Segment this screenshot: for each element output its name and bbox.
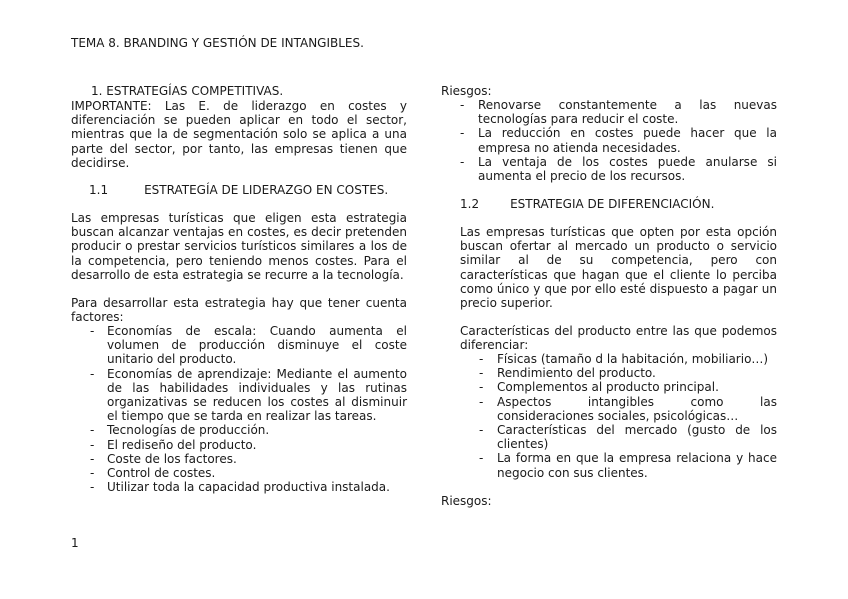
subsection-number: 1.2: [460, 197, 480, 211]
subsection-heading-1-1: [89, 183, 388, 197]
list-item: - Control de costes.: [71, 466, 407, 480]
list-item: - Utilizar toda la capacidad productiva instalada.: [71, 480, 407, 494]
list-item: - La forma en que la empresa relaciona y hace negocio con sus clientes.: [460, 451, 777, 479]
section-title: ESTRATEGÍAS COMPETITIVAS.: [106, 84, 284, 98]
factors-list: [71, 324, 407, 494]
risks-label: Riesgos:: [441, 84, 492, 98]
list-item: - Economías de aprendizaje: Mediante el aumento de las habilidades individuales y las rutinas organizativas se reducen los costes al disminuir el tiempo que se tarda en realizar las tareas.: [71, 367, 407, 424]
list-item: - Renovarse constantemente a las nuevas tecnologías para reducir el coste.: [441, 98, 777, 126]
list-item: - Economías de escala: Cuando aumenta el volumen de producción disminuye el coste unitario del producto.: [71, 324, 407, 367]
section-heading-1: [91, 84, 283, 98]
list-item: - La reducción en costes puede hacer que la empresa no atienda necesidades.: [441, 126, 777, 154]
factors-intro: Para desarrollar esta estrategia hay que tener cuenta factores:: [71, 296, 407, 325]
list-item: - Físicas (tamaño d la habitación, mobiliario…): [460, 352, 777, 366]
page-number: 1: [71, 536, 79, 550]
section-number: 1.: [91, 84, 103, 98]
list-item: - Tecnologías de producción.: [71, 423, 407, 437]
page-title: TEMA 8. BRANDING Y GESTIÓN DE INTANGIBLES.: [71, 36, 364, 50]
risks-list: [441, 98, 777, 183]
list-item: - Complementos al producto principal.: [460, 380, 777, 394]
risks-label-2: Riesgos:: [441, 494, 492, 508]
subsection-title: ESTRATEGIA DE DIFERENCIACIÓN.: [510, 197, 715, 211]
important-note: IMPORTANTE: Las E. de liderazgo en costes y diferenciación se pueden aplicar en todo el sector, mientras que la de segmentación solo se aplica a una parte del sector, por tanto, las empresas tienen que decidirse.: [71, 99, 407, 170]
differentiation-paragraph: Las empresas turísticas que opten por esta opción buscan ofertar al mercado un producto o servicio similar al de su competencia, pero con características que hagan que el cliente lo perciba como único y que por ello esté dispuesto a pagar un precio superior.: [460, 225, 777, 311]
features-list: [460, 352, 777, 480]
list-item: - Características del mercado (gusto de los clientes): [460, 423, 777, 451]
list-item: - Aspectos intangibles como las consideraciones sociales, psicológicas…: [460, 395, 777, 423]
cost-leadership-paragraph: Las empresas turísticas que eligen esta estrategia buscan alcanzar ventajas en costes, es decir pretenden producir o prestar servicios turísticos similares a los de la competencia, pero teniendo menos costes. Para el desarrollo de esta estrategia se recurre a la tecnología.: [71, 211, 407, 282]
subsection-heading-1-2: [460, 197, 714, 211]
list-item: - Rendimiento del producto.: [460, 366, 777, 380]
list-item: - La ventaja de los costes puede anularse si aumenta el precio de los recursos.: [441, 155, 777, 183]
list-item: - Coste de los factores.: [71, 452, 407, 466]
list-item: - El rediseño del producto.: [71, 438, 407, 452]
features-intro: Características del producto entre las que podemos diferenciar:: [460, 324, 777, 353]
subsection-number: 1.1: [89, 183, 109, 197]
subsection-title: ESTRATEGÍA DE LIDERAZGO EN COSTES.: [144, 183, 389, 197]
